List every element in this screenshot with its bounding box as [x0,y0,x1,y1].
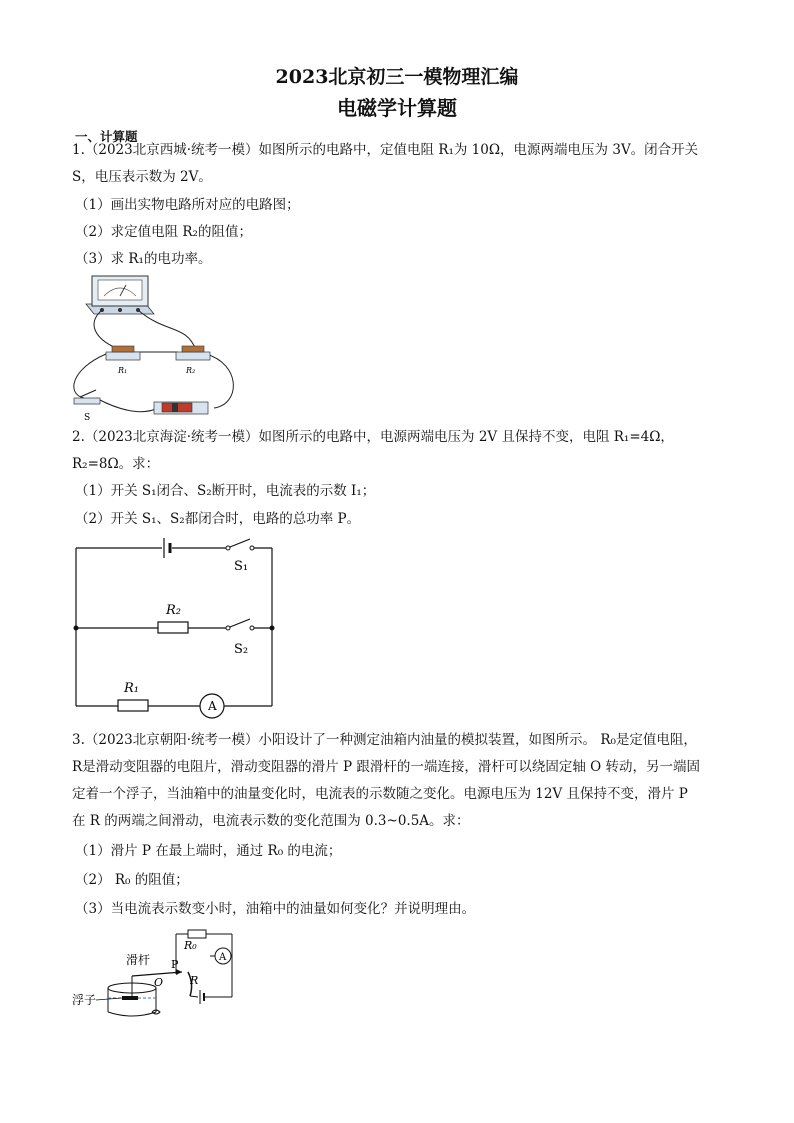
q1-part-1: （1）画出实物电路所对应的电路图； [75,197,300,213]
q3-label-float: 浮子 [72,993,97,1007]
float-icon [122,996,138,1000]
switch-s2-icon [226,619,254,630]
q3-label-r: R [190,974,199,987]
document-title: 2023北京初三一模物理汇编 [275,66,519,88]
battery-icon [154,402,208,414]
oil-tank-icon [108,983,160,1016]
resistor-r2-icon [176,346,210,360]
q3-label-p: P [171,958,179,971]
q2-part-2: （2）开关 S₁、S₂都闭合时，电路的总功率 P。 [75,511,361,527]
q3-part-2: （2） R₀ 的阻值； [75,872,189,888]
q1-physical-circuit-figure [66,274,256,426]
q1-part-3: （3）求 R₁的电功率。 [75,251,212,267]
section-heading: 一、计算题 [75,129,138,144]
battery-symbol-icon [200,990,204,1004]
q2-label-s1: S₁ [234,559,249,574]
q3-line-2: R是滑动变阻器的电阻片，滑动变阻器的滑片 P 跟滑杆的一端连接，滑杆可以绕固定轴 O 转动，另一端固 [72,759,700,775]
q2-part-1: （1）开关 S₁闭合、S₂断开时，电流表的示数 I₁； [75,483,376,499]
q2-line-2: R₂=8Ω。求： [72,456,160,472]
battery-symbol-icon [164,538,170,558]
q3-part-1: （1）滑片 P 在最上端时，通过 R₀ 的电流； [75,843,342,859]
switch-s1-icon [226,539,254,550]
resistor-r2-symbol [158,622,188,633]
voltmeter-icon [86,276,154,314]
q2-label-r1: R₁ [124,681,139,696]
q3-line-3: 定着一个浮子，当油箱中的油量变化时，电流表的示数随之变化。电源电压为 12V 且保持不变，滑片 P [72,786,688,802]
q3-oil-tank-device-figure [70,924,250,1024]
q1-part-2: （2）求定值电阻 R₂的阻值； [75,224,252,240]
q1-label-r2: R₂ [186,366,196,375]
q3-label-ammeter: A [219,952,227,963]
q3-label-slider: 滑杆 [126,953,151,967]
q1-label-r1: R₁ [118,366,128,375]
resistor-r1-symbol [118,700,148,711]
q1-line-1: 1.（2023北京西城·统考一模）如图所示的电路中，定值电阻 R₁为 10Ω，电源两端电压为 3V。闭合开关 [72,142,699,158]
q2-circuit-diagram [66,536,286,721]
document-subtitle: 电磁学计算题 [337,96,457,120]
q3-label-o: O [154,976,164,989]
q1-label-s: S [84,413,91,423]
q2-label-s2: S₂ [234,642,249,657]
q3-part-3: （3）当电流表示数变小时，油箱中的油量如何变化？并说明理由。 [75,901,476,917]
resistor-r1-icon [106,346,140,360]
q3-line-1: 3.（2023北京朝阳·统考一模）小阳设计了一种测定油箱内油量的模拟装置，如图所示。 R₀是定值电阻， [72,732,697,748]
switch-icon [74,390,100,404]
q2-label-ammeter: A [208,699,217,713]
q1-line-2: S，电压表示数为 2V。 [72,169,212,185]
q2-label-r2: R₂ [166,603,181,618]
q3-line-4: 在 R 的两端之间滑动，电流表示数的变化范围为 0.3~0.5A。求： [72,813,470,829]
q3-label-r0: R₀ [184,939,197,952]
q2-line-1: 2.（2023北京海淀·统考一模）如图所示的电路中，电源两端电压为 2V 且保持不变，电阻 R₁=4Ω， [72,429,674,445]
resistor-r0-symbol [188,930,206,938]
